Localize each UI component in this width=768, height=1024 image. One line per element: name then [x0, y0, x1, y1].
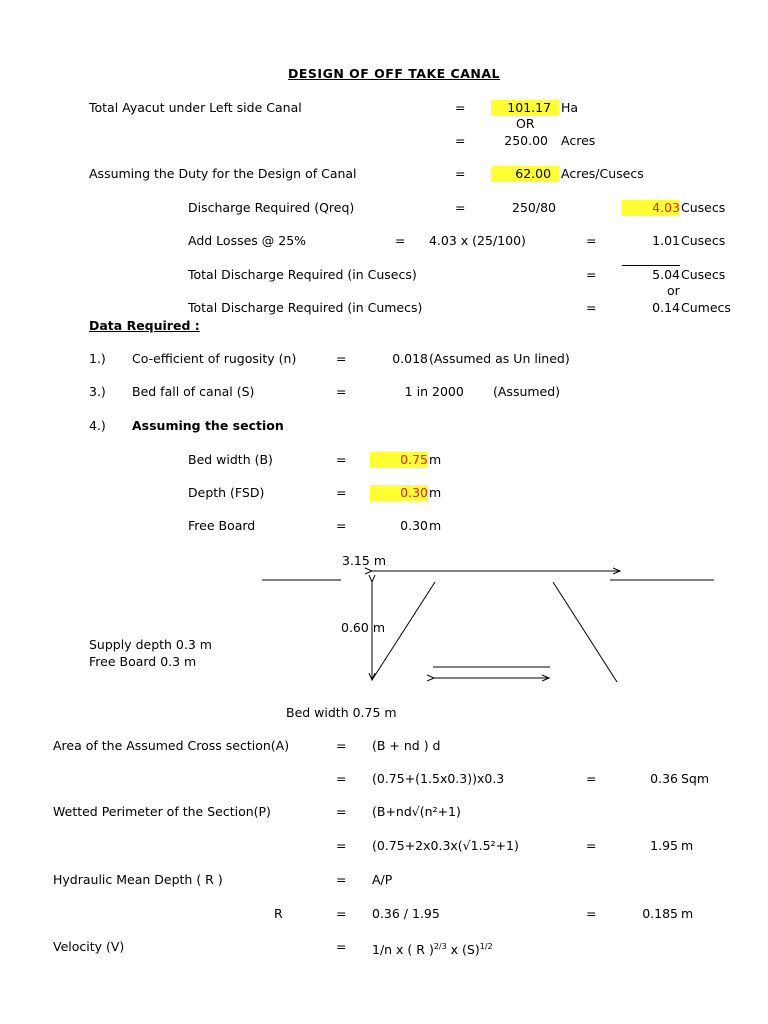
item1-number: 1.): [89, 351, 106, 366]
equals-sign: =: [336, 738, 347, 753]
equals-sign: =: [455, 200, 466, 215]
total-cusecs-label: Total Discharge Required (in Cusecs): [188, 267, 417, 282]
equals-sign: =: [336, 518, 347, 533]
equals-sign: =: [336, 906, 347, 921]
equals-sign: =: [336, 452, 347, 467]
data-required-heading: Data Required :: [89, 318, 200, 333]
free-board-value: 0.30: [400, 518, 428, 533]
ayacut-or: OR: [516, 116, 535, 131]
equals-sign: =: [336, 351, 347, 366]
ayacut-ha-value: 101.17: [491, 100, 559, 116]
perimeter-value: 1.95: [650, 838, 678, 853]
figure-bed-width: Bed width 0.75 m: [286, 705, 397, 720]
losses-formula: 4.03 x (25/100): [429, 233, 526, 248]
equals-sign: =: [586, 233, 597, 248]
item1-value: 0.018: [392, 351, 428, 366]
hmd-unit: m: [681, 906, 694, 921]
total-cumecs-label: Total Discharge Required (in Cumecs): [188, 300, 423, 315]
equals-sign: =: [336, 804, 347, 819]
depth-value: 0.30: [370, 485, 428, 501]
ayacut-label: Total Ayacut under Left side Canal: [89, 100, 302, 115]
total-cusecs-unit: Cusecs: [681, 267, 726, 282]
equals-sign: =: [586, 771, 597, 786]
item1-note: (Assumed as Un lined): [429, 351, 570, 366]
hmd-r-label: R: [274, 906, 283, 921]
area-formula: (B + nd ) d: [372, 738, 441, 753]
discharge-value: 4.03: [622, 200, 680, 216]
total-cumecs-unit: Cumecs: [681, 300, 731, 315]
item3-value: 1 in: [404, 384, 428, 399]
equals-sign: =: [586, 838, 597, 853]
equals-sign: =: [336, 872, 347, 887]
equals-sign: =: [586, 300, 597, 315]
total-cumecs-value: 0.14: [652, 300, 680, 315]
velocity-formula: 1/n x ( R )$^{2/3}$ x $(S)^{1/2}$: [372, 942, 493, 958]
velocity-label: Velocity (V): [53, 939, 125, 954]
discharge-formula: 250/80: [512, 200, 556, 215]
free-board-label: Free Board: [188, 518, 256, 533]
item3-note: (Assumed): [493, 384, 561, 399]
item4-label: Assuming the section: [132, 418, 284, 433]
item3-number: 3.): [89, 384, 106, 399]
perimeter-label: Wetted Perimeter of the Section(P): [53, 804, 271, 819]
hmd-formula: A/P: [372, 872, 393, 887]
bed-width-unit: m: [429, 452, 442, 467]
figure-top-width: 3.15 m: [342, 553, 387, 568]
hmd-calc: 0.36 / 1.95: [372, 906, 440, 921]
hmd-label: Hydraulic Mean Depth ( R ): [53, 872, 223, 887]
figure-height: 0.60 m: [341, 620, 386, 635]
area-value: 0.36: [650, 771, 678, 786]
ayacut-acres-value: 250.00: [504, 133, 548, 148]
item1-label: Co-efficient of rugosity (n): [132, 351, 297, 366]
equals-sign: =: [336, 485, 347, 500]
equals-sign: =: [586, 267, 597, 282]
equals-sign: =: [336, 838, 347, 853]
perimeter-formula: (B+nd√(n²+1): [372, 804, 461, 819]
duty-label: Assuming the Duty for the Design of Canal: [89, 166, 357, 181]
free-board-unit: m: [429, 518, 442, 533]
hmd-value: 0.185: [642, 906, 678, 921]
area-label: Area of the Assumed Cross section(A): [53, 738, 290, 753]
duty-unit: Acres/Cusecs: [561, 166, 644, 181]
equals-sign: =: [455, 100, 466, 115]
figure-supply-depth: Supply depth 0.3 m: [89, 637, 212, 652]
equals-sign: =: [336, 384, 347, 399]
equals-sign: =: [395, 233, 406, 248]
perimeter-calc: (0.75+2x0.3x(√1.5²+1): [372, 838, 519, 853]
area-unit: Sqm: [681, 771, 710, 786]
figure-free-board: Free Board 0.3 m: [89, 654, 197, 669]
item3-value2: 2000: [432, 384, 464, 399]
ayacut-ha-unit: Ha: [561, 100, 579, 115]
ayacut-acres-unit: Acres: [561, 133, 596, 148]
area-calc: (0.75+(1.5x0.3))x0.3: [372, 771, 505, 786]
equals-sign: =: [586, 906, 597, 921]
discharge-unit: Cusecs: [681, 200, 726, 215]
equals-sign: =: [336, 939, 347, 954]
bed-width-label: Bed width (B): [188, 452, 273, 467]
item3-label: Bed fall of canal (S): [132, 384, 255, 399]
depth-label: Depth (FSD): [188, 485, 265, 500]
bed-width-value: 0.75: [370, 452, 428, 468]
losses-label: Add Losses @ 25%: [188, 233, 307, 248]
total-or: or: [667, 283, 680, 298]
equals-sign: =: [336, 771, 347, 786]
losses-value: 1.01: [652, 233, 680, 248]
right-side-slope: [553, 582, 617, 682]
depth-unit: m: [429, 485, 442, 500]
equals-sign: =: [455, 166, 466, 181]
item4-number: 4.): [89, 418, 106, 433]
duty-value: 62.00: [491, 166, 559, 182]
losses-unit: Cusecs: [681, 233, 726, 248]
equals-sign: =: [455, 133, 466, 148]
total-cusecs-value: 5.04: [652, 267, 680, 282]
discharge-label: Discharge Required (Qreq): [188, 200, 355, 215]
perimeter-unit: m: [681, 838, 694, 853]
page-title: DESIGN OF OFF TAKE CANAL: [288, 66, 500, 81]
